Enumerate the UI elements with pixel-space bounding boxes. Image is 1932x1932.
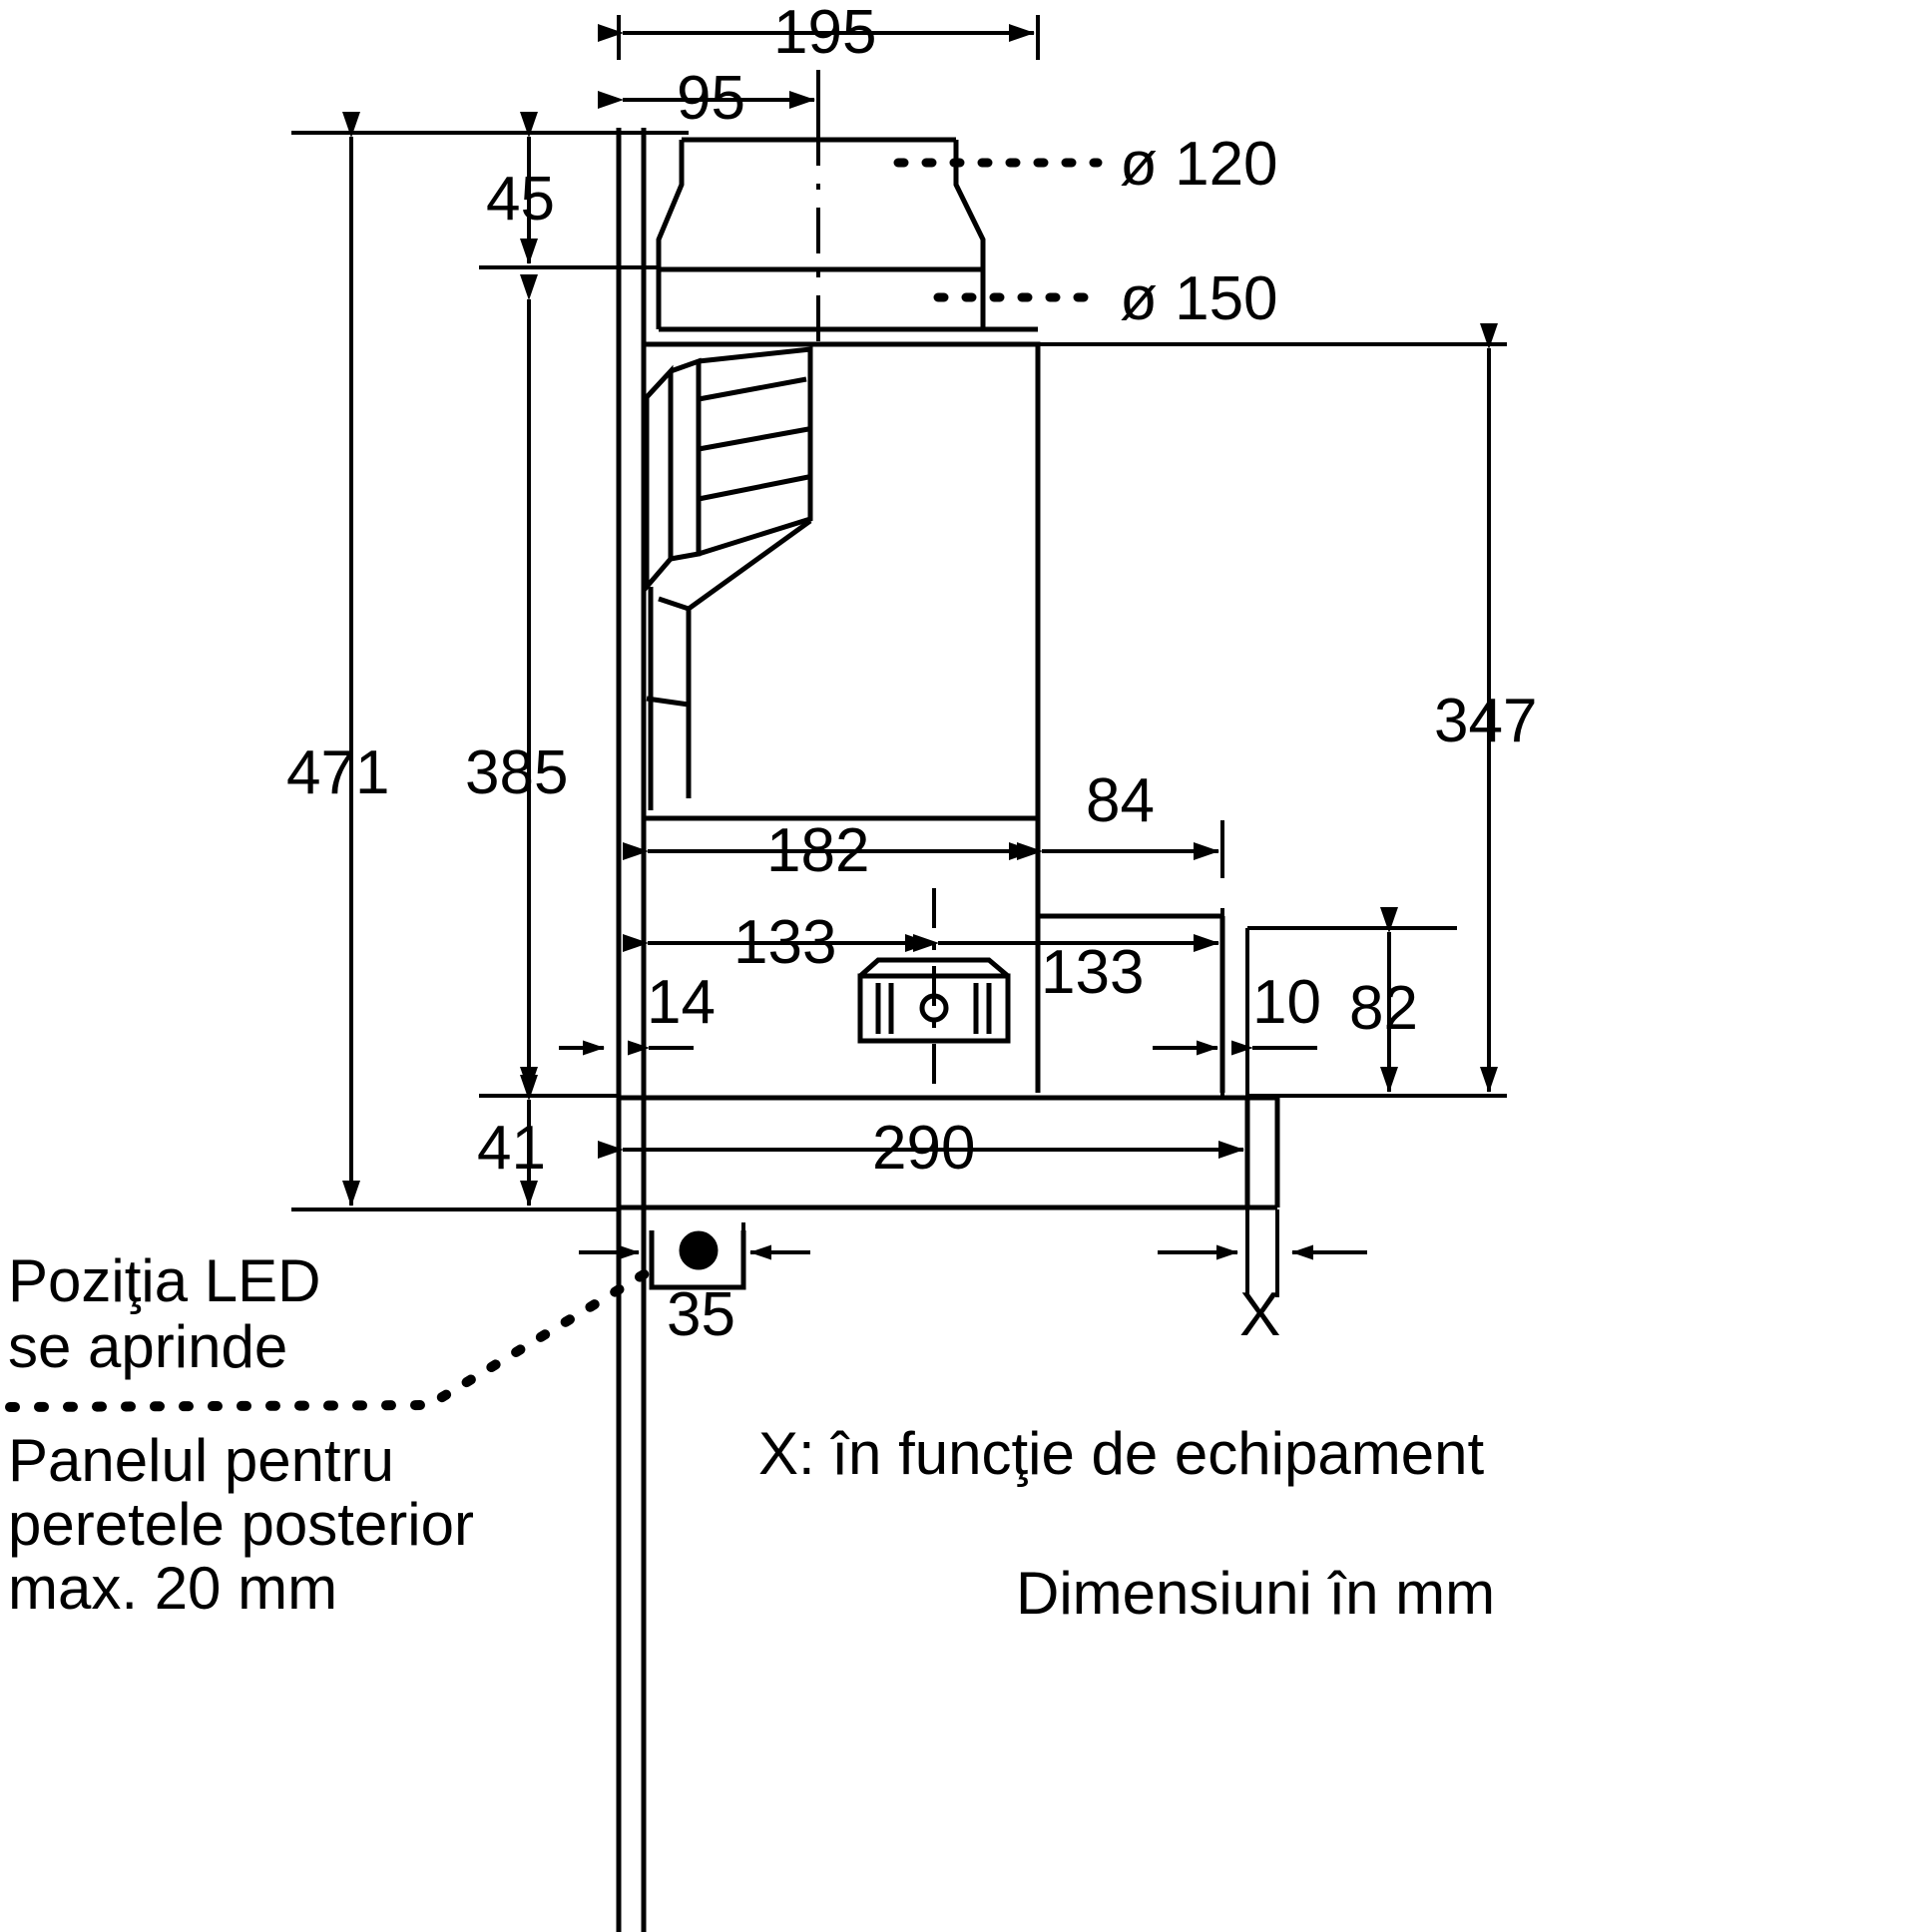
panel-note-line-2: peretele posterior <box>8 1491 474 1558</box>
panel-note-line-3: max. 20 mm <box>8 1555 338 1622</box>
led-note-line-1: Poziţia LED <box>8 1247 321 1314</box>
dimension-label-84: 84 <box>1086 766 1155 835</box>
dimension-label-290: 290 <box>872 1114 976 1183</box>
dimension-label-82: 82 <box>1349 974 1418 1043</box>
dimension-label-195: 195 <box>773 0 877 67</box>
variable-x-note: X: în funcţie de echipament <box>758 1420 1485 1487</box>
duct-label-150: ø 150 <box>1120 264 1278 333</box>
dimension-label-182: 182 <box>766 816 870 885</box>
units-note: Dimensiuni în mm <box>1016 1560 1496 1627</box>
dimension-label-471: 471 <box>286 738 390 807</box>
dimension-label-10: 10 <box>1252 968 1321 1037</box>
duct-label-120: ø 120 <box>1120 130 1278 199</box>
dimension-label-41: 41 <box>477 1114 546 1183</box>
panel-note-line-1: Panelul pentru <box>8 1427 394 1494</box>
dimension-label-133-left: 133 <box>733 908 837 977</box>
dimension-label-347: 347 <box>1434 687 1538 755</box>
dimension-label-35: 35 <box>667 1280 735 1349</box>
dimension-label-95: 95 <box>677 64 745 133</box>
dimension-label-385: 385 <box>465 738 569 807</box>
dimension-label-45: 45 <box>486 165 555 234</box>
dimension-label-133-right: 133 <box>1041 938 1145 1007</box>
dimension-label-14: 14 <box>647 968 716 1037</box>
led-note-line-2: se aprinde <box>8 1313 288 1380</box>
x-label: X <box>1239 1280 1281 1349</box>
